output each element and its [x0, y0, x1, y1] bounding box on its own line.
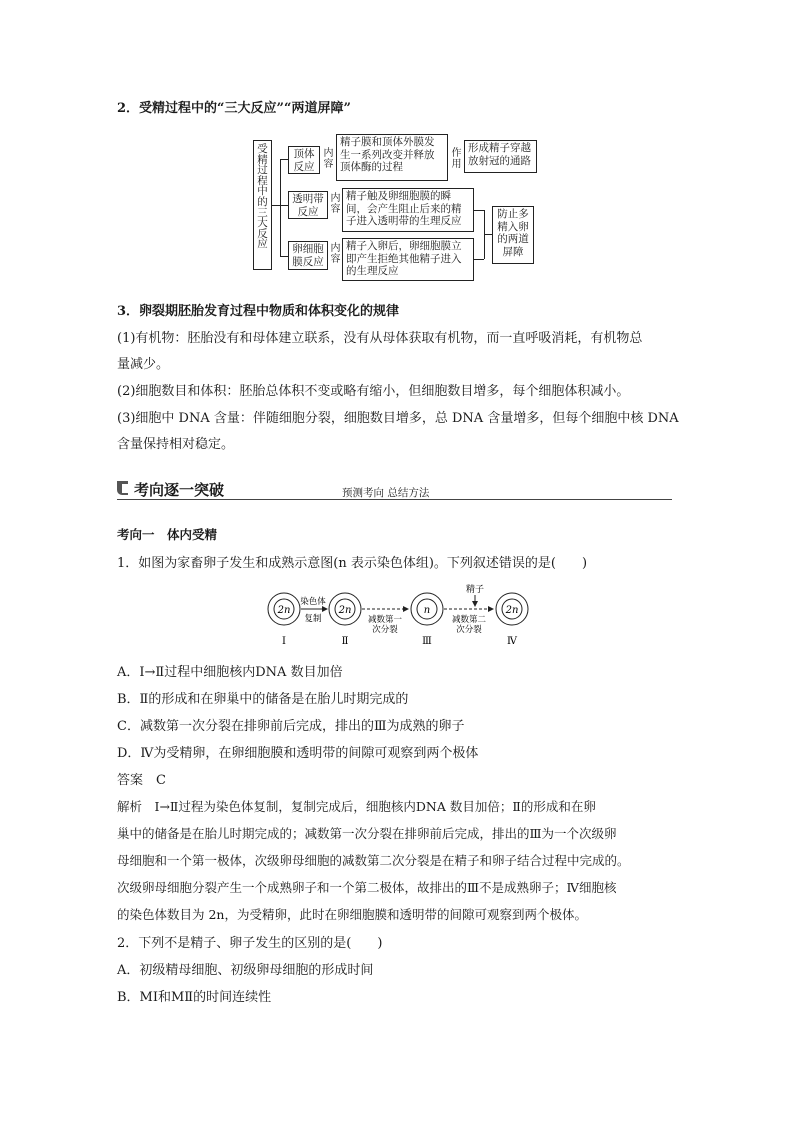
topic-heading: 考向一 体内受精 [117, 527, 218, 542]
content-label: 内容 [323, 148, 334, 170]
section-heading: 2．受精过程中的“三大反应”“两道屏障” [117, 101, 351, 116]
arrow1-bottom: 复制 [304, 614, 322, 624]
three-reactions-label: 受精过程中的三大反应 [253, 140, 272, 270]
question-stem: 1．如图为家畜卵子发生和成熟示意图(n 表示染色体组)。下列叙述错误的是( ) [117, 556, 588, 571]
cell-iv-label: 2n [505, 605, 519, 616]
banner-title: 考向逐一突破 [134, 481, 225, 499]
membrane-content: 精子入卵后，卵细胞膜立即产生拒绝其他精子进入的生理反应 [342, 238, 474, 281]
section-heading: 3．卵裂期胚胎发育过程中物质和体积变化的规律 [117, 304, 400, 319]
content-label: 内容 [330, 243, 341, 265]
paragraph: 含量保持相对稳定。 [117, 437, 235, 452]
analysis-line: 解析 Ⅰ→Ⅱ过程为染色体复制，复制完成后，细胞核内DNA 数目加倍；Ⅱ的形成和在卵 [117, 799, 596, 814]
option-c: C．减数第一次分裂在排卵前后完成，排出的Ⅲ为成熟的卵子 [117, 719, 465, 734]
option-d: D．Ⅳ为受精卵，在卵细胞膜和透明带的间隙可观察到两个极体 [117, 746, 479, 761]
paragraph: (1)有机物：胚胎没有和母体建立联系，没有从母体获取有机物，而一直呼吸消耗，有机物总 [117, 331, 643, 346]
oogenesis-diagram [250, 582, 550, 652]
numeral-iv: Ⅳ [507, 636, 517, 647]
effect-box: 形成精子穿越放射冠的通路 [464, 140, 537, 173]
numeral-i: Ⅰ [282, 636, 286, 647]
arrow2-line1: 减数第一 [367, 615, 403, 625]
question-stem: 2．下列不是精子、卵子发生的区别的是( ) [117, 936, 383, 951]
paragraph: 量减少。 [117, 357, 170, 372]
numeral-iii: Ⅲ [422, 636, 432, 647]
paragraph: (3)细胞中 DNA 含量：伴随细胞分裂，细胞数目增多，总 DNA 含量增多，但每个细胞中核 DNA [117, 411, 679, 426]
analysis-line: 次级卵母细胞分裂产生一个成熟卵子和一个第二极体，故排出的Ⅲ不是成熟卵子；Ⅳ细胞核 [117, 880, 617, 895]
analysis-line: 巢中的储备是在胎儿时期完成的；减数第一次分裂在排卵前后完成，排出的Ⅲ为一个次级卵 [117, 826, 617, 841]
banner-subtitle: 预测考向 总结方法 [342, 487, 430, 499]
arrow3-line2: 次分裂 [456, 625, 482, 635]
reaction-membrane: 卵细胞膜反应 [288, 241, 328, 270]
cell-i-label: 2n [277, 605, 291, 616]
barrier-box: 防止多精入卵的两道屏障 [492, 206, 534, 264]
arrow2-line2: 次分裂 [372, 625, 398, 635]
sperm-label: 精子 [465, 585, 485, 595]
content-label: 内容 [330, 193, 341, 215]
cell-iii-label: n [423, 605, 431, 616]
answer: 答案 C [117, 773, 166, 788]
cell-ii-label: 2n [338, 605, 352, 616]
effect-label: 作用 [451, 148, 462, 170]
numeral-ii: Ⅱ [341, 636, 349, 647]
arrow1-top: 染色体 [300, 597, 326, 607]
zona-content: 精子触及卵细胞膜的瞬间，会产生阻止后来的精子进入透明带的生理反应 [342, 188, 474, 232]
option-a: A．初级精母细胞、初级卵母细胞的形成时间 [117, 963, 374, 978]
option-a: A．Ⅰ→Ⅱ过程中细胞核内DNA 数目加倍 [117, 665, 343, 680]
option-b: B．MⅠ和MⅡ的时间连续性 [117, 990, 272, 1005]
analysis-line: 的染色体数目为 2n，为受精卵，此时在卵细胞膜和透明带的间隙可观察到两个极体。 [117, 907, 587, 922]
option-b: B．Ⅱ的形成和在卵巢中的储备是在胎儿时期完成的 [117, 692, 409, 707]
acrosome-content: 精子膜和顶体外膜发生一系列改变并释放顶体酶的过程 [336, 134, 448, 181]
paragraph: (2)细胞数目和体积：胚胎总体积不变或略有缩小，但细胞数目增多，每个细胞体积减小。 [117, 384, 630, 399]
reaction-acrosome: 顶体反应 [288, 146, 320, 174]
analysis-line: 母细胞和一个第一极体，次级卵母细胞的减数第二次分裂是在精子和卵子结合过程中完成的。 [117, 853, 630, 868]
reaction-zona: 透明带反应 [288, 191, 328, 219]
arrow3-line1: 减数第二 [451, 615, 487, 625]
